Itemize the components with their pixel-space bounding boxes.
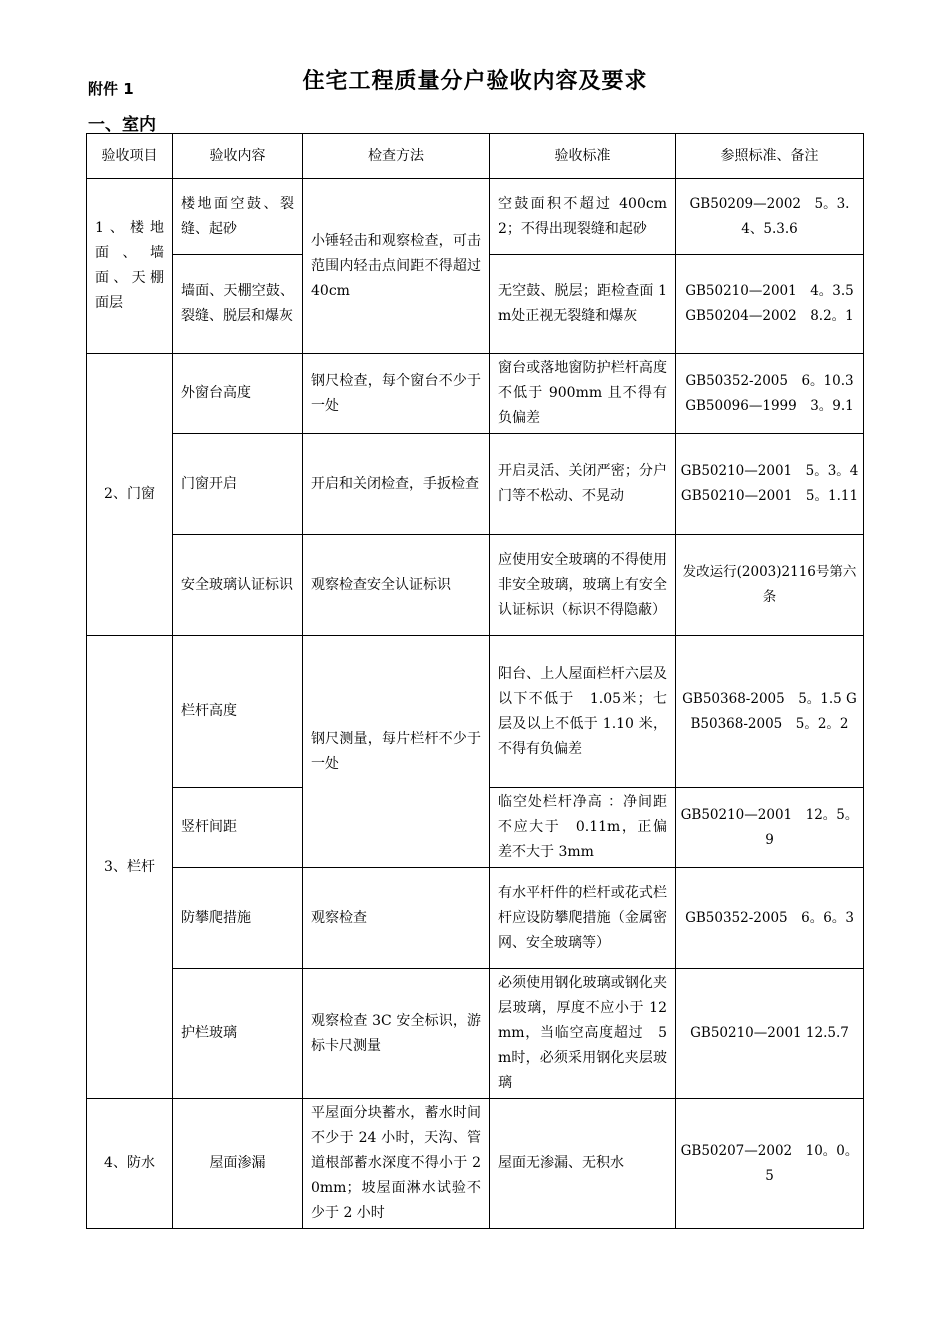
- row-method: 钢尺检查，每个窗台不少于一处: [303, 354, 490, 434]
- row-content: 防攀爬措施: [173, 868, 303, 969]
- row-reference: GB50352-2005 6。6。3: [676, 868, 864, 969]
- group-item-1: 1、楼地面、墙面、天棚面层: [87, 179, 173, 354]
- row-reference: GB50352-2005 6。10.3 GB50096—1999 3。9.1: [676, 354, 864, 434]
- table-row: [87, 969, 864, 1099]
- row-standard: 应使用安全玻璃的不得使用非安全玻璃，玻璃上有安全认证标识（标识不得隐蔽）: [490, 535, 676, 636]
- row-content: 屋面渗漏: [173, 1099, 303, 1229]
- row-content: 安全玻璃认证标识: [173, 535, 303, 636]
- table-header-row: [87, 134, 864, 179]
- row-standard: 临空处栏杆净高 ：净间距不应大于 0.11m，正偏差不大于 3mm: [490, 788, 676, 868]
- row-standard: 有水平杆件的栏杆或花式栏杆应设防攀爬措施（金属密网、安全玻璃等）: [490, 868, 676, 969]
- row-standard: 必须使用钢化玻璃或钢化夹层玻璃，厚度不应小于 12mm，当临空高度超过 5m时，必须采用钢化夹层玻璃: [490, 969, 676, 1099]
- table-row: [87, 868, 864, 969]
- row-content: 门窗开启: [173, 434, 303, 535]
- row-standard: 开启灵活、关闭严密；分户门等不松动、不晃动: [490, 434, 676, 535]
- row-reference: GB50210—2001 5。3。4 GB50210—2001 5。1.11: [676, 434, 864, 535]
- acceptance-table: [86, 133, 872, 1229]
- table-row: [87, 179, 864, 255]
- row-method: 平屋面分块蓄水，蓄水时间不少于 24 小时，天沟、管道根部蓄水深度不得小于 20mm；坡屋面淋水试验不少于 2 小时: [303, 1099, 490, 1229]
- row-standard: 屋面无渗漏、无积水: [490, 1099, 676, 1229]
- group-item-3: 3、栏杆: [87, 636, 173, 1099]
- group-method-1: 小锤轻击和观察检查，可击范围内轻击点间距不得超过 40cm: [303, 179, 490, 354]
- row-method: 观察检查: [303, 868, 490, 969]
- group-item-2: 2、门窗: [87, 354, 173, 636]
- table-row: [87, 1099, 864, 1229]
- row-method: 观察检查 3C 安全标识，游标卡尺测量: [303, 969, 490, 1099]
- column-header-method: 检查方法: [303, 134, 490, 179]
- column-header-reference: 参照标准、备注: [676, 134, 864, 179]
- page-title: 住宅工程质量分户验收内容及要求: [302, 69, 648, 94]
- row-content: 护栏玻璃: [173, 969, 303, 1099]
- row-reference: GB50210—2001 12。5。9: [676, 788, 864, 868]
- row-reference: GB50210—2001 12.5.7: [676, 969, 864, 1099]
- row-reference: GB50368-2005 5。1.5 GB50368-2005 5。2。2: [676, 636, 864, 788]
- group-method-3: 钢尺测量，每片栏杆不少于一处: [303, 636, 490, 868]
- row-standard: 无空鼓、脱层；距检查面 1m处正视无裂缝和爆灰: [490, 255, 676, 354]
- row-standard: 窗台或落地窗防护栏杆高度不低于 900mm 且不得有负偏差: [490, 354, 676, 434]
- row-reference: GB50210—2001 4。3.5 GB50204—2002 8.2。1: [676, 255, 864, 354]
- table-row: [87, 636, 864, 788]
- section-heading: 一、室内: [88, 115, 156, 135]
- row-content: 栏杆高度: [173, 636, 303, 788]
- table-row: [87, 434, 864, 535]
- column-header-content: 验收内容: [173, 134, 303, 179]
- row-reference: GB50209—2002 5。3.4、5.3.6: [676, 179, 864, 255]
- row-standard: 阳台、上人屋面栏杆六层及以下不低于 1.05米；七层及以上不低于 1.10 米，不得有负偏差: [490, 636, 676, 788]
- row-reference: 发改运行(2003)2116号第六条: [676, 535, 864, 636]
- row-method: 开启和关闭检查，手扳检查: [303, 434, 490, 535]
- row-method: 观察检查安全认证标识: [303, 535, 490, 636]
- group-item-4: 4、防水: [87, 1099, 173, 1229]
- row-content: 楼地面空鼓、裂缝、起砂: [173, 179, 303, 255]
- table-row: [87, 535, 864, 636]
- column-header-item: 验收项目: [87, 134, 173, 179]
- row-content: 竖杆间距: [173, 788, 303, 868]
- row-reference: GB50207—2002 10。0。5: [676, 1099, 864, 1229]
- attachment-label: 附件 1: [88, 80, 134, 98]
- table-row: [87, 354, 864, 434]
- column-header-standard: 验收标准: [490, 134, 676, 179]
- row-content: 墙面、天棚空鼓、裂缝、脱层和爆灰: [173, 255, 303, 354]
- row-standard: 空鼓面积不超过 400cm2；不得出现裂缝和起砂: [490, 179, 676, 255]
- row-content: 外窗台高度: [173, 354, 303, 434]
